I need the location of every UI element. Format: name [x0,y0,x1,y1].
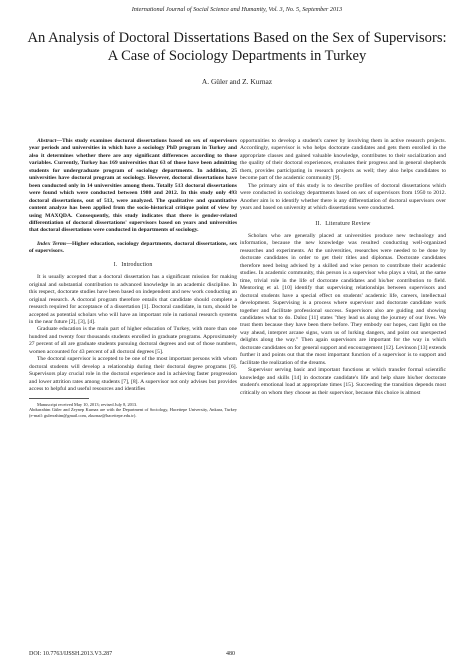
section-number: I. [113,261,118,268]
paper-authors: A. Güler and Z. Kurnaz [201,77,273,86]
section-title: Literature Review [325,220,371,227]
doi: DOI: 10.7763/IJSSH.2013.V3.287 [29,651,113,657]
body-paragraph: opportunities to develop a student's career by involving them in active research projects. Accordingly, supervisor is who helps doctorate candidates and gets them enrolled in the appropriate classes and gained valuable knowledge, contributes to their socialization and the quality of their doctoral experiences, evaluates their progress and in general shepherds them, provides participating in research projects as well; they also helps candidates to become part of the academic community [9]. [240,138,446,182]
index-terms-text: —Higher education, sociology departments, doctoral dissertations, sex of supervisors. [29,240,237,255]
abstract-label: Abstract [37,138,57,144]
intro-paragraph: The doctoral supervisor is accepted to be one of the most important persons with whom doctoral students will develop a relationship during their doctoral degree programs [6]. Supervisors play crucial role in the doctoral experience and in achieving faster progression and lower attrition rates among students [7], [8]. A supervisor not only advises but provides access to helpful and useful resources and identifies [29,356,237,393]
footnote-affiliation: Abdurrahim Güler and Zeynep Kurnaz are with the Department of Sociology, Hacettepe University, Ankara, Turkey (e-mail: gulerrahim@gmail.com, zkurnaz@hacettepe.edu.tr). [29,407,237,418]
body-paragraph: The primary aim of this study is to describe profiles of doctoral dissertations which were conducted in sociology departments based on sex of supervisors from 1950 to 2012. Another aim is to identify whether there is any differentiation of doctoral supervisors over years and based on university at which dissertations were conducted. [240,182,446,212]
right-column [240,138,446,397]
section-number: II. [315,220,322,227]
abstract [29,138,237,235]
intro-paragraph: Graduate education is the main part of higher education of Turkey, with more than one hundred and twenty four thousands students enrolled in graduate programs. Approximately 27 percent of all are graduate students pursuing doctoral degrees and out of those numbers, women accounted for 43 percent of all doctoral degrees [5]. [29,326,237,355]
lit-paragraph: Supervisor serving basic and important functions at which transfer formal scientific knowledge and skills [14] in doctorate candidate's life and help share his/her doctorate student's emotional load at appropriate times [15]. Succeeding the transition depends most critically on whom they choose as their supervisor, because this choice is almost [240,367,446,396]
section-title: Introduction [121,261,153,268]
footnote-divider [29,398,89,399]
lit-paragraph: Scholars who are generally placed at universities produce new technology and information, because the new knowledge was resulted conducting well-organized researches and experiments. At the universities, researches were needed to be done by doctorate candidates in order to get their titles and diplomas. Doctorate candidates therefore need being advised by a skilled and wise person to contribute their academic studies. In academic community, this person is a supervisor who plays a vital, at the same time, trivial role in the life of doctorate candidates and his/her contribution to field. Mentoring et al. [10] identify that supervising relationships between supervisors and doctoral students have a special effect on students' academic life, careers, intellectual development. Supervising is a process where supervisor and doctorate candidate work together and facilitate professional success. Supervisors also are guiding and showing candidates what to do. Daloz [11] states "they lead us along the journey of our lives. We trust them because they have been there before. They embody our hopes, cast light on the way ahead, interpret arcane signs, warn us of lurking dangers, and point out unexpected delights along the way." Then again supervisors are important for the way in which doctorate candidates on for general support and encouragement [12]. Levinson [13] extends further it and points out that the most important function of a supervisor is to support and facilitate the realization of the dreams. [240,232,446,366]
footnote-manuscript: Manuscript received May 10, 2013; revised July 8, 2013. [37,401,138,407]
left-column [29,138,237,418]
journal-header: International Journal of Social Science and Humanity, Vol. 3, No. 5, September 2013 [131,6,343,13]
intro-paragraph: It is usually accepted that a doctoral dissertation has a significant mission for making original and substantial contribution to advanced knowledge in an academic discipline. In this respect, doctorate studies have been based on independent and new work conducting an original research. A doctoral program therefore entails that candidate should complete a research required for acceptance of a dissertation [1]. Doctoral candidate, in turn, should be accepted as potential scholars who will have an important role in national research systems in the near future [2], [3], [4]. [29,274,237,325]
section-heading-literature-review [240,221,446,228]
abstract-text: —This study examines doctoral dissertations based on sex of supervisors year periods and universities in which have a sociology PhD program in Turkey and also it determines whether there are any significant differences according to those variables. Currently, Turkey has 169 universities that 63 of those have been admitting students for undergraduate program of sociology departments. In addition, 25 universities have doctoral program at sociology. However, doctoral dissertations have been conducted only in 14 universities among them. Totally 513 doctoral dissertations were found which were conducted between 1980 and 2012. In this study only 493 doctoral dissertations, out of 513, were analyzed. The qualitative and quantitative content analyze has been applied from the socio-historical critique point of view by using MAXQDA. Consequently, this study indicates that there is gender-related differentiation of doctoral dissertations' supervisors based on years and universities that doctoral dissertations were conducted in departments of sociology. [29,138,237,234]
section-heading-introduction [29,262,237,269]
index-terms-label: Index Terms [37,240,67,247]
page-number: 480 [226,651,235,657]
index-terms [29,241,237,256]
paper-title: An Analysis of Doctoral Dissertations Based on the Sex of Supervisors: A Case of Sociology Departments in Turkey [27,30,447,64]
